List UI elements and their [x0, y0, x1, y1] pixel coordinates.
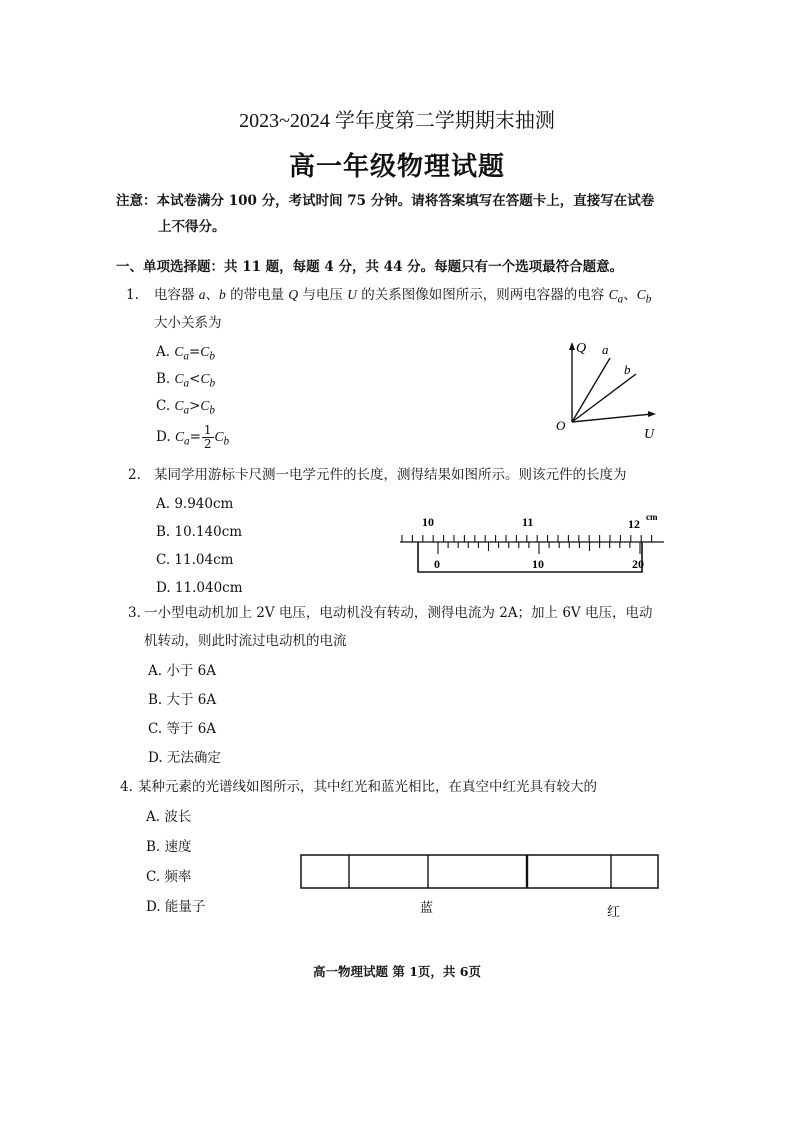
notice-line-2: 上不得分。	[158, 219, 226, 235]
q3-number: 3.	[128, 605, 141, 621]
main-label-11: 11	[522, 515, 534, 529]
q2-stem: 某同学用游标卡尺测一电学元件的长度，测得结果如图所示。则该元件的长度为	[154, 467, 627, 483]
q2-number: 2.	[128, 467, 141, 483]
q2-option-d: D. 11.040cm	[156, 580, 243, 596]
q3-option-a: A. 小于 6A	[148, 663, 216, 679]
q1-option-d: D. $C_a=$ $\frac{1}{2}$ $C_b$	[156, 423, 230, 451]
q4-number: 4.	[120, 779, 133, 795]
q1-option-b: B. $C_a<C_b$	[156, 371, 216, 390]
origin-label: O	[556, 418, 566, 433]
unit-label: cm	[646, 512, 658, 522]
q3-stem-line-2: 机转动，则此时流过电动机的电流	[144, 633, 347, 649]
q2-option-b: B. 10.140cm	[156, 524, 243, 540]
spectrum-frame	[301, 855, 658, 888]
line-b-label: b	[624, 362, 631, 377]
main-label-10: 10	[422, 515, 434, 529]
q4-option-a: A. 波长	[146, 809, 192, 825]
section-heading: 一、单项选择题：共 11 题，每题 4 分，共 44 分。每题只有一个选项最符合题意。	[116, 259, 624, 275]
red-label: 红	[607, 904, 621, 919]
page-title: 高一年级物理试题	[288, 152, 505, 182]
vernier-label-0: 0	[434, 557, 440, 571]
u-axis-arrow	[648, 411, 656, 417]
q1-stem-line-2: 大小关系为	[154, 315, 222, 331]
q1-option-c: C. $C_a>C_b$	[156, 398, 216, 417]
line-a-label: a	[602, 342, 609, 357]
vernier-scale-ticks	[438, 542, 640, 554]
main-label-12: 12	[628, 517, 640, 531]
q4-option-d: D. 能量子	[146, 899, 206, 915]
q3-option-c: C. 等于 6A	[148, 721, 217, 737]
vernier-label-10: 10	[532, 557, 544, 571]
q3-option-d: D. 无法确定	[148, 750, 221, 766]
vernier-label-20: 20	[632, 557, 644, 571]
q4-option-c: C. 频率	[146, 869, 192, 885]
notice-line-1: 注意：本试卷满分 100 分，考试时间 75 分钟。请将答案填写在答题卡上，直接写在试卷	[116, 193, 655, 209]
exam-term: 2023~2024 学年度第二学期期末抽测	[239, 110, 555, 132]
q1-fraction: $\frac{1}{2}$	[203, 423, 212, 451]
q3-stem-line-1: 一小型电动机加上 2V 电压，电动机没有转动，测得电流为 2A；加上 6V 电压，电动	[144, 605, 653, 621]
q4-stem: 某种元素的光谱线如图所示，其中红光和蓝光相比，在真空中红光具有较大的	[138, 779, 597, 795]
page-footer: 高一物理试题 第 1页，共 6页	[313, 964, 481, 979]
main-scale-ticks	[402, 535, 652, 542]
q3-option-b: B. 大于 6A	[148, 692, 217, 708]
q1-qu-graph	[548, 334, 668, 446]
q2-option-a: A. 9.940cm	[156, 496, 234, 512]
q1-option-a: A. $C_a=C_b$	[156, 344, 215, 363]
blue-label: 蓝	[420, 900, 434, 915]
q1-stem: 电容器 a、b 的带电量 Q 与电压 U 的关系图像如图所示，则两电容器的电容 $C_a$、$C_b$	[154, 287, 652, 306]
line-b	[572, 374, 636, 422]
q-axis-arrow	[569, 342, 575, 350]
vernier-scale-body	[418, 542, 642, 572]
q1-number: 1.	[126, 287, 139, 303]
q2-option-c: C. 11.04cm	[156, 552, 234, 568]
q4-option-b: B. 速度	[146, 839, 192, 855]
u-axis	[572, 414, 652, 422]
spectrum-diagram	[298, 850, 662, 922]
vernier-caliper	[396, 508, 668, 578]
line-a	[572, 358, 610, 422]
u-axis-label: U	[644, 427, 655, 442]
q-axis-label: Q	[576, 341, 587, 356]
